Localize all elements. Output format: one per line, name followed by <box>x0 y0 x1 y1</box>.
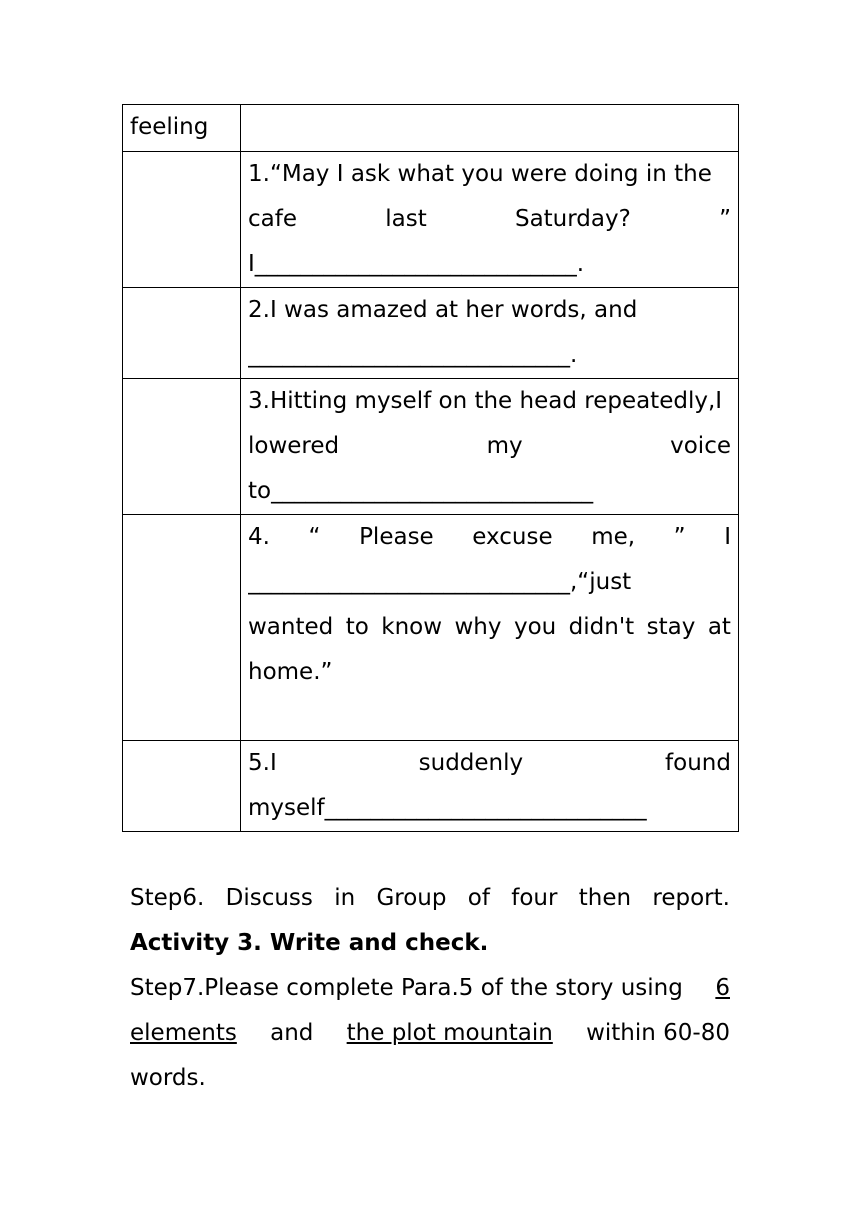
table-row <box>123 515 739 741</box>
word: Saturday? <box>514 206 631 232</box>
answer-blank: myself____________________________ <box>248 795 647 821</box>
step7-text-within: within 60-80 <box>586 1020 730 1046</box>
word: 5.I <box>248 750 277 776</box>
word: you <box>513 614 557 640</box>
word: my <box>486 433 523 459</box>
answer-blank: ____________________________,“just <box>248 569 632 595</box>
table-row <box>123 152 739 288</box>
word: know <box>381 614 443 640</box>
sentence-line-justified <box>248 605 731 650</box>
sentence-line-justified <box>248 515 731 560</box>
sentence-line-justified <box>248 424 731 469</box>
step7-underline-6: 6 <box>715 975 730 1001</box>
word: four <box>511 885 558 911</box>
sentence-line: home.” <box>248 659 333 685</box>
sentence-line: 2.I was amazed at her words, and <box>248 297 638 323</box>
step7-line2 <box>130 1011 730 1056</box>
word: 4. <box>248 524 270 550</box>
feelings-table <box>122 104 739 832</box>
table-row <box>123 105 739 152</box>
word: me, <box>591 524 636 550</box>
answer-blank: to____________________________ <box>248 478 594 504</box>
sentence-line: 1.“May I ask what you were doing in the <box>248 161 712 187</box>
sentence-line: 3.Hitting myself on the head repeatedly,I <box>248 388 723 414</box>
word: I <box>724 524 731 550</box>
row-label-cell <box>123 379 241 515</box>
row-label-cell <box>123 152 241 288</box>
word: lowered <box>248 433 340 459</box>
sentence-line-justified <box>248 197 731 242</box>
word: to <box>345 614 369 640</box>
instructions-block <box>130 876 730 1101</box>
word: of <box>467 885 490 911</box>
word: Group <box>376 885 447 911</box>
sentence-cell-3 <box>241 379 739 515</box>
word: “ <box>308 524 321 550</box>
step7-text-and: and <box>270 1020 314 1046</box>
step7-line1 <box>130 966 730 1011</box>
step6-line <box>130 876 730 921</box>
feeling-label: feeling <box>130 114 209 140</box>
word: Step6. <box>130 885 205 911</box>
table-row <box>123 379 739 515</box>
sentence-line-justified <box>248 741 731 786</box>
word: voice <box>670 433 731 459</box>
word: at <box>707 614 731 640</box>
word: in <box>334 885 356 911</box>
word: ” <box>673 524 686 550</box>
word: ” <box>719 206 731 232</box>
sentence-cell-5 <box>241 741 739 832</box>
word: didn't <box>568 614 635 640</box>
word: suddenly <box>418 750 524 776</box>
word: stay <box>646 614 696 640</box>
word: excuse <box>472 524 553 550</box>
word: Discuss <box>225 885 313 911</box>
word: last <box>385 206 427 232</box>
word: then <box>578 885 632 911</box>
word: wanted <box>248 614 334 640</box>
answer-blank: I____________________________. <box>248 251 585 277</box>
sentence-cell-2 <box>241 288 739 379</box>
row-label-cell <box>123 515 241 741</box>
word: report. <box>652 885 730 911</box>
step7-text-a: Step7.Please complete Para.5 of the story using <box>130 975 683 1001</box>
feeling-answer-cell <box>241 105 739 152</box>
answer-blank: ____________________________. <box>248 342 578 368</box>
feeling-label-cell <box>123 105 241 152</box>
row-label-cell <box>123 741 241 832</box>
table-row <box>123 741 739 832</box>
step7-underline-plot: the plot mountain <box>346 1020 553 1046</box>
step7-underline-elements: elements <box>130 1020 237 1046</box>
word: Please <box>359 524 434 550</box>
word: why <box>454 614 502 640</box>
word: found <box>665 750 731 776</box>
activity3-heading: Activity 3. Write and check. <box>130 930 489 956</box>
step7-line3: words. <box>130 1065 206 1091</box>
row-label-cell <box>123 288 241 379</box>
sentence-cell-1 <box>241 152 739 288</box>
table-row <box>123 288 739 379</box>
word: cafe <box>248 206 297 232</box>
sentence-cell-4 <box>241 515 739 741</box>
